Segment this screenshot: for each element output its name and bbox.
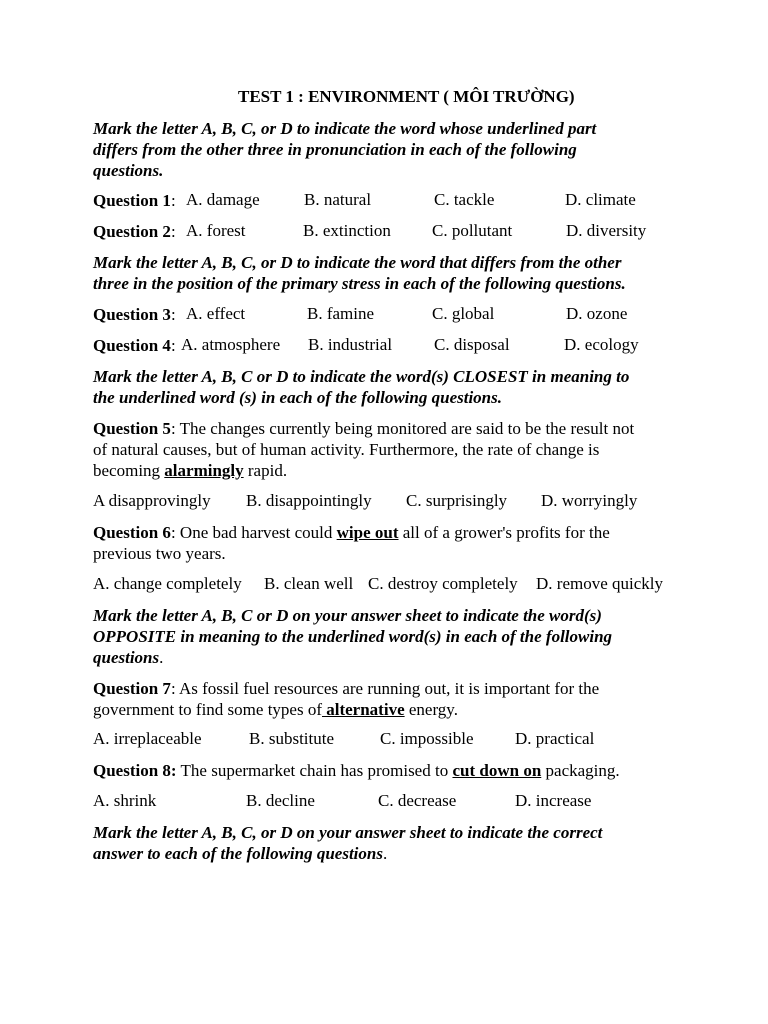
q5-option-d: D. worryingly [541, 491, 638, 510]
q8-option-c: C. decrease [378, 791, 457, 810]
q6-option-d: D. remove quickly [536, 574, 663, 593]
question-text: The supermarket chain has promised to [176, 761, 453, 780]
question-sep: : [170, 336, 176, 355]
q7-option-a: A. irreplaceable [93, 729, 202, 748]
q4-option-b: B. industrial [308, 335, 393, 354]
question-label: Question 7 [93, 679, 171, 698]
question-line: previous two years. [93, 544, 226, 563]
question-sep: : [170, 305, 176, 324]
question-4 [93, 335, 176, 356]
q7-option-b: B. substitute [249, 729, 335, 748]
q1-option-a: A. damage [186, 190, 260, 209]
instruction-1 [93, 118, 683, 181]
underlined-word: alternative [322, 700, 405, 719]
question-label: Question 1 [93, 191, 171, 210]
question-line: of natural causes, but of human activity. Furthermore, the rate of change is [93, 440, 600, 459]
question-sep: : [170, 222, 176, 241]
question-2 [93, 221, 176, 242]
question-line [93, 699, 683, 720]
instruction-3 [93, 366, 683, 408]
instruction-line: questions. [93, 161, 164, 180]
q8-option-b: B. decline [246, 791, 315, 810]
question-text: : As fossil fuel resources are running out, it is important for the [170, 679, 600, 698]
q5-option-b: B. disappointingly [246, 491, 372, 510]
instruction-line: Mark the letter A, B, C or D to indicate the word(s) CLOSEST in meaning to [93, 367, 630, 386]
q4-option-a: A. atmosphere [181, 335, 281, 354]
q2-option-b: B. extinction [303, 221, 391, 240]
instruction-line: three in the position of the primary stress in each of the following questions. [93, 274, 626, 293]
q2-option-c: C. pollutant [432, 221, 513, 240]
instruction-line: OPPOSITE in meaning to the underlined word(s) in each of the following [93, 627, 613, 646]
instruction-line: Mark the letter A, B, C or D on your answer sheet to indicate the word(s) [93, 606, 602, 625]
instruction-line: differs from the other three in pronunciation in each of the following [93, 140, 577, 159]
q4-option-d: D. ecology [564, 335, 639, 354]
question-5 [93, 418, 683, 481]
instruction-line [93, 843, 683, 864]
instruction-line: the underlined word (s) in each of the following questions. [93, 388, 502, 407]
q3-option-c: C. global [432, 304, 495, 323]
instruction-5 [93, 822, 683, 864]
question-1 [93, 190, 176, 211]
instruction-line: Mark the letter A, B, C, or D on your answer sheet to indicate the correct [93, 823, 603, 842]
question-text: energy. [404, 700, 458, 719]
question-text: : The changes currently being monitored are said to be the result not [170, 419, 635, 438]
question-line [93, 678, 683, 699]
question-6 [93, 522, 683, 564]
page-title: TEST 1 : ENVIRONMENT ( MÔI TRƯỜNG) [238, 87, 575, 106]
q5-option-c: C. surprisingly [406, 491, 508, 510]
q3-option-a: A. effect [186, 304, 246, 323]
instruction-2 [93, 252, 683, 294]
question-text: government to find some types of [93, 700, 322, 719]
underlined-word: cut down on [452, 761, 542, 780]
question-label: Question 3 [93, 305, 171, 324]
q7-option-c: C. impossible [380, 729, 474, 748]
instruction-line [93, 647, 683, 668]
period: . [382, 844, 388, 863]
instruction-line: Mark the letter A, B, C, or D to indicate the word that differs from the other [93, 253, 622, 272]
question-7 [93, 678, 683, 720]
instruction-text: answer to each of the following questions [93, 844, 383, 863]
q2-option-d: D. diversity [566, 221, 647, 240]
question-label: Question 8: [93, 761, 177, 780]
question-3 [93, 304, 176, 325]
question-text: all of a grower's profits for the [398, 523, 610, 542]
q6-option-c: C. destroy completely [368, 574, 518, 593]
question-label: Question 2 [93, 222, 171, 241]
question-sep: : [170, 191, 176, 210]
question-text: packaging. [541, 761, 620, 780]
instruction-text: questions [93, 648, 160, 667]
q1-option-b: B. natural [304, 190, 372, 209]
q2-option-a: A. forest [186, 221, 246, 240]
q6-option-b: B. clean well [264, 574, 354, 593]
q6-option-a: A. change completely [93, 574, 242, 593]
q1-option-d: D. climate [565, 190, 636, 209]
question-line [93, 522, 683, 543]
question-label: Question 5 [93, 419, 171, 438]
instruction-line: Mark the letter A, B, C, or D to indicate the word whose underlined part [93, 119, 597, 138]
question-line [93, 460, 683, 481]
period: . [159, 648, 164, 667]
q5-option-a: A disapprovingly [93, 491, 211, 510]
q3-option-b: B. famine [307, 304, 375, 323]
question-8 [93, 760, 620, 781]
question-text: becoming [93, 461, 165, 480]
q7-option-d: D. practical [515, 729, 595, 748]
q4-option-c: C. disposal [434, 335, 510, 354]
instruction-4 [93, 605, 683, 668]
underlined-word: wipe out [336, 523, 399, 542]
q8-option-d: D. increase [515, 791, 592, 810]
q3-option-d: D. ozone [566, 304, 628, 323]
question-line [93, 418, 683, 439]
question-label: Question 4 [93, 336, 171, 355]
q1-option-c: C. tackle [434, 190, 495, 209]
question-text: rapid. [243, 461, 288, 480]
question-text: : One bad harvest could [170, 523, 337, 542]
underlined-word: alarmingly [164, 461, 244, 480]
question-label: Question 6 [93, 523, 171, 542]
q8-option-a: A. shrink [93, 791, 157, 810]
